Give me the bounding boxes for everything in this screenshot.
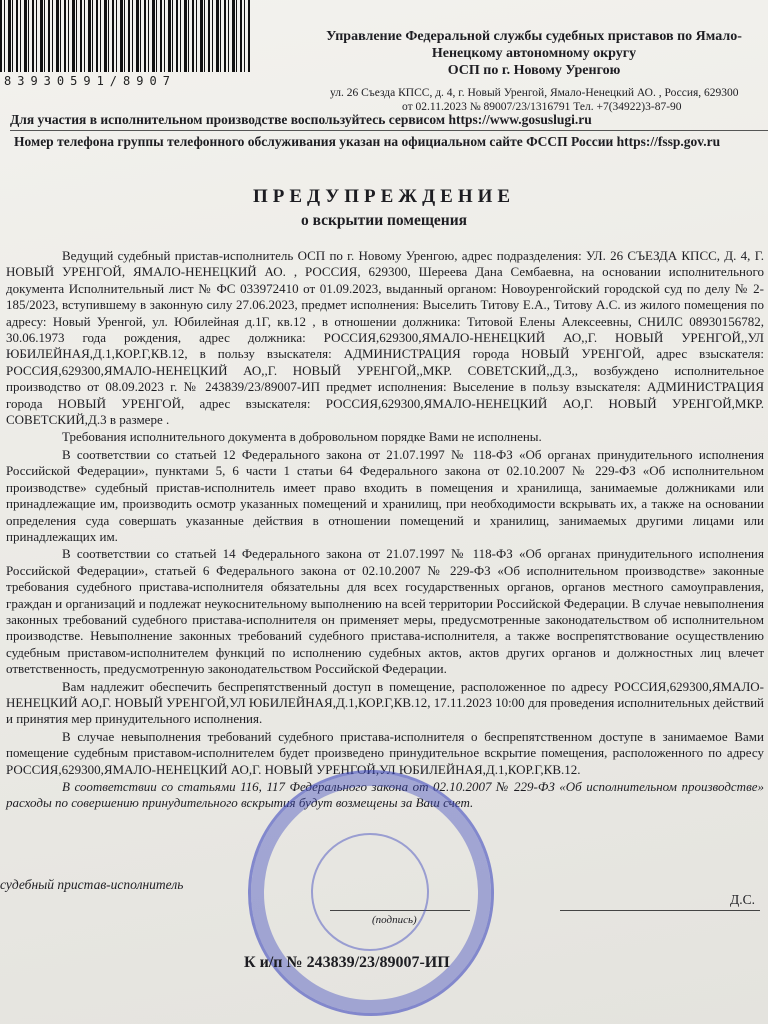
paragraph-law-12: В соответствии со статьей 12 Федерального закона от 21.07.1997 № 118-ФЗ «Об органах принудительного исполнения Российской Федерации», пунктами 5, 6 части 1 статьи 64 Федерального закона от 02.10.2007 № 229-ФЗ «Об исполнительном производстве» судебный пристав-исполнитель имеет право входить в помещения и хранилища, занимаемые должниками или принадлежащие им, производить осмотр указанных помещений и хранилищ, при необходимости вскрывать их, а также на основании определения суда совершать указанные действия в отношении помещений и хранилищ, занимаемых другими лицами или принадлежащих им. <box>6 446 764 544</box>
org-line-1: Управление Федеральной службы судебных приставов по Ямало- <box>326 29 742 44</box>
paragraph-not-fulfilled: Требования исполнительного документа в добровольном порядке Вами не исполнены. <box>62 429 542 445</box>
document-title: ПРЕДУПРЕЖДЕНИЕ <box>252 186 516 207</box>
barcode-number: 83930591/8907 <box>4 74 176 88</box>
official-seal <box>248 770 494 1016</box>
header-address <box>330 86 768 114</box>
signature-caption: (подпись) <box>372 914 417 926</box>
header-divider <box>10 130 768 131</box>
signer-initials: Д.С. <box>730 892 755 907</box>
document-subtitle: о вскрытии помещения <box>300 212 468 229</box>
org-line-3: ОСП по г. Новому Уренгою <box>447 63 621 78</box>
address-line: ул. 26 Съезда КПСС, д. 4, г. Новый Уренгой, Ямало-Ненецкий АО. , Россия, 629300 <box>330 87 739 99</box>
name-rule <box>560 910 760 911</box>
paragraph-law-14: В соответствии со статьей 14 Федерального закона от 21.07.1997 № 118-ФЗ «Об органах принудительного исполнения Российской Федерации», статьей 6 Федерального закона от 02.10.2007 № 229-ФЗ «Об исполнительном производстве» законные требования судебного пристава-исполнителя обязательны для всех государственных органов, органов местного самоуправления, граждан и организаций и подлежат неукоснительному выполнению на всей территории Российской Федерации. В случае невыполнения законных требований судебного пристава-исполнителя он применяет меры, предусмотренные законодательством об исполнительном производстве. Невыполнение законных требований судебного пристава-исполнителя, а также воспрепятствование осуществлению судебным приставом-исполнителем функций по исполнению судебных актов, актов других органов и должностных лиц влечет ответственность, предусмотренную законодательством Российской Федерации. <box>6 546 764 677</box>
seal-inner-ring <box>311 833 429 951</box>
phone-notice: Номер телефона группы телефонного обслуживания указан на официальном сайте ФССП России https://fssp.gov.ru <box>14 134 721 149</box>
header-organization <box>300 28 768 79</box>
paragraph-access-requirement: Вам надлежит обеспечить беспрепятственный доступ в помещение, расположенное по адресу РОССИЯ,629300,ЯМАЛО-НЕНЕЦКИЙ АО,Г. НОВЫЙ УРЕНГОЙ,УЛ ЮБИЛЕЙНАЯ,Д.1,КОР.Г,КВ.12, 17.11.2023 10:00 для проведения исполнительных действий и принятия мер принудительного исполнения. <box>6 678 764 727</box>
document-reference: от 02.11.2023 № 89007/23/1316791 Тел. +7(34922)3-87-90 <box>402 101 682 113</box>
barcode <box>0 0 250 72</box>
signer-role: судебный пристав-исполнитель <box>0 877 184 892</box>
paragraph-intro: Ведущий судебный пристав-исполнитель ОСП по г. Новому Уренгою, адрес подразделения: УЛ. 26 СЪЕЗДА КПСС, Д. 4, Г. НОВЫЙ УРЕНГОЙ, ЯМАЛО-НЕНЕЦКИЙ АО. , РОССИЯ, 629300, Шереева Дана Сембаевна, на основании исполнительного документа Исполнительный лист № ФС 033972410 от 01.09.2023, выданный органом: Новоуренгойский городской суд по делу № 2-185/2023, вступившему в законную силу 27.06.2023, предмет исполнения: Выселить Титову Е.А., Титову А.С. из жилого помещения по адресу: Новый Уренгой, ул. Юбилейная д.1Г, кв.12 , в отношении должника: Титовой Елены Алексеевны, СНИЛС 08930156782, 30.06.1973 года рождения, адрес должника: РОССИЯ,629300,ЯМАЛО-НЕНЕЦКИЙ АО,,Г. НОВЫЙ УРЕНГОЙ,,УЛ ЮБИЛЕЙНАЯ,Д.1,КОР.Г,КВ.12, в пользу взыскателя: АДМИНИСТРАЦИЯ города НОВЫЙ УРЕНГОЙ, адрес взыскателя: РОССИЯ,629300,ЯМАЛО-НЕНЕЦКИЙ АО,,Г. НОВЫЙ УРЕНГОЙ,,МКР. СОВЕТСКИЙ,,Д.3,, возбуждено исполнительное производство от 08.09.2023 г. № 243839/23/89007-ИП предмет исполнения: Выселение в пользу взыскателя: АДМИНИСТРАЦИЯ города НОВЫЙ УРЕНГОЙ, адрес взыскателя: РОССИЯ,629300,ЯМАЛО-НЕНЕЦКИЙ АО,Г. НОВЫЙ УРЕНГОЙ,МКР. СОВЕТСКИЙ,Д.3 в размере . <box>6 248 764 428</box>
service-notice: Для участия в исполнительном производстве воспользуйтесь сервисом https://www.gosuslugi.ru <box>10 112 592 127</box>
case-number: К и/п № 243839/23/89007-ИП <box>244 954 450 971</box>
document-body <box>6 248 764 813</box>
paragraph-forced-opening: В случае невыполнения требований судебного пристава-исполнителя о беспрепятственном доступе в занимаемое Вами помещение судебным приставом-исполнителем будет произведено принудительное вскрытие помещения, расположенного по адресу РОССИЯ,629300,ЯМАЛО-НЕНЕЦКИЙ АО,Г. НОВЫЙ УРЕНГОЙ,УЛ ЮБИЛЕЙНАЯ,Д.1,КОР.Г,КВ.12. <box>6 728 764 777</box>
paragraph-expenses: В соответствии со статьями 116, 117 Федерального закона от 02.10.2007 № 229-ФЗ «Об исполнительном производстве» расходы по совершению принудительного вскрытия будут возмещены за Ваш счет. <box>6 779 764 811</box>
org-line-2: Ненецкому автономному округу <box>431 46 637 61</box>
